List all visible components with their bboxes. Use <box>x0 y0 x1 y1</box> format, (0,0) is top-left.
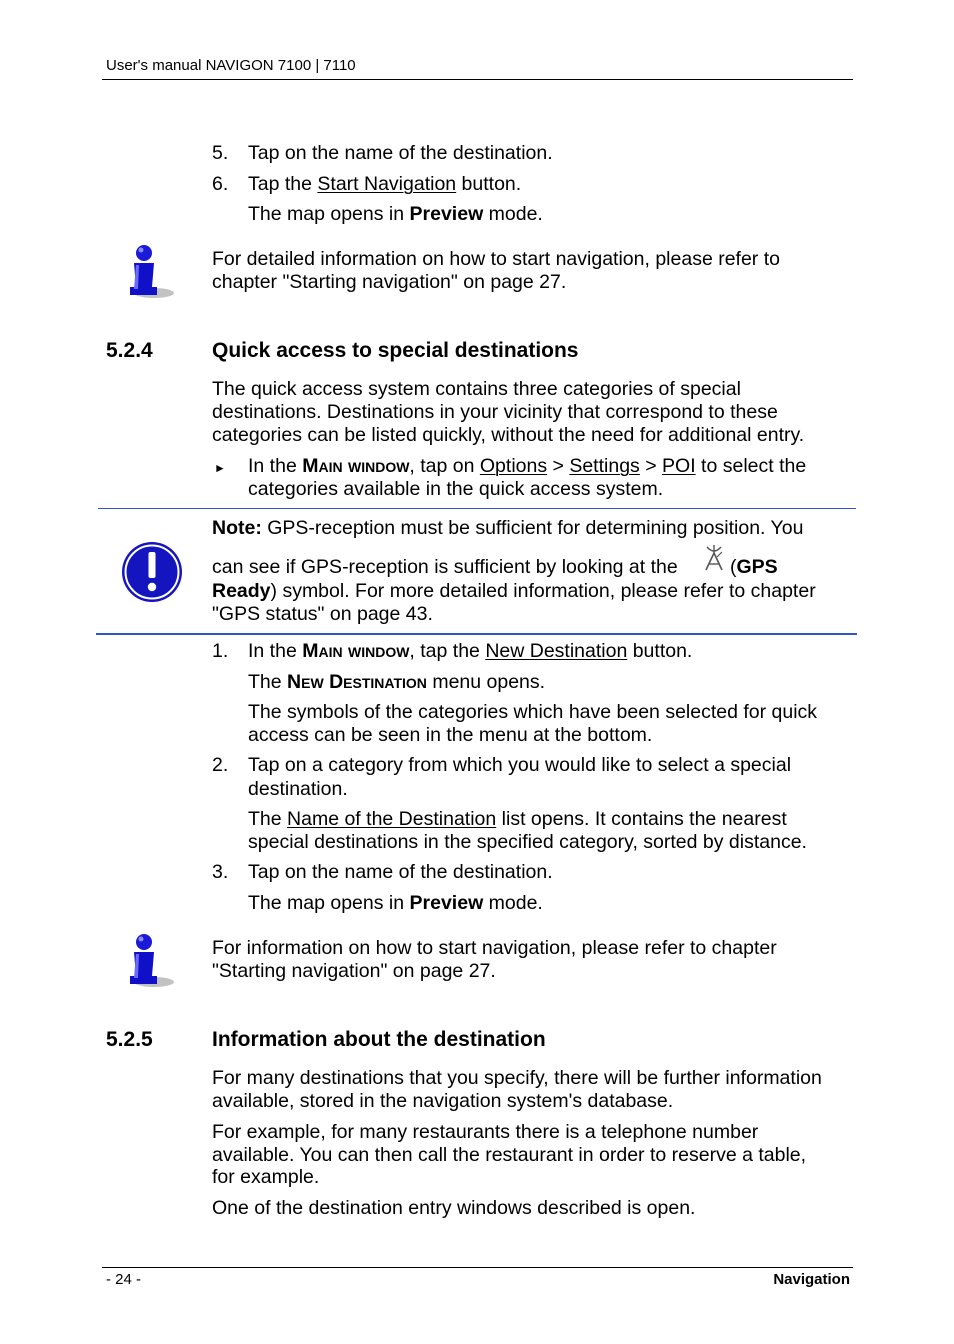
step-result: The map opens in Preview mode. <box>248 203 543 225</box>
section-title: Information about the destination <box>212 1028 546 1051</box>
step-number: 6. <box>212 173 229 195</box>
step-result: The Name of the Destination list opens. It contains the nearest <box>248 808 787 830</box>
page-number: - 24 - <box>106 1271 142 1288</box>
note-text: can see if GPS-reception is sufficient by looking at the <box>212 556 678 578</box>
name-of-destination-link[interactable]: Name of the Destination <box>287 808 497 830</box>
poi-link[interactable]: POI <box>662 455 696 477</box>
step-result: special destinations in the specified category, sorted by distance. <box>248 831 807 853</box>
step-result: access can be seen in the menu at the bottom. <box>248 724 653 746</box>
note-text: Note: GPS-reception must be sufficient for determining position. You <box>212 517 804 539</box>
note-bottom-rule <box>96 633 857 635</box>
note-text: (GPS <box>730 556 778 578</box>
section-title: Quick access to special destinations <box>212 339 579 362</box>
step-number: 3. <box>212 861 229 883</box>
info-text: For detailed information on how to start navigation, please refer to <box>212 248 780 270</box>
paragraph-line: destinations. Destinations in your vicinity that correspond to these <box>212 401 778 423</box>
gps-ready-icon <box>702 543 726 573</box>
step-text: Tap the Start Navigation button. <box>248 173 522 195</box>
paragraph-line: available, stored in the navigation system's database. <box>212 1090 674 1112</box>
paragraph-line: available. You can then call the restaurant in order to reserve a table, <box>212 1144 807 1166</box>
info-text: For information on how to start navigation, please refer to chapter <box>212 937 777 959</box>
info-text: chapter "Starting navigation" on page 27. <box>212 271 567 293</box>
info-text: "Starting navigation" on page 27. <box>212 960 496 982</box>
step-number: 2. <box>212 754 229 776</box>
bullet-text: In the Main window, tap on Options > Settings > POI to select the <box>248 455 807 477</box>
step-text: In the Main window, tap the New Destination button. <box>248 640 693 662</box>
exclamation-icon <box>120 540 184 604</box>
header-rule <box>102 79 853 80</box>
start-navigation-link[interactable]: Start Navigation <box>317 173 457 195</box>
step-result: The New Destination menu opens. <box>248 671 546 693</box>
note-label: Note: <box>212 517 262 539</box>
bullet-arrow: ► <box>214 461 226 475</box>
bullet-text: categories available in the quick access system. <box>248 478 664 500</box>
info-person-icon <box>124 932 176 990</box>
note-text: Ready) symbol. For more detailed information, please refer to chapter <box>212 580 816 602</box>
paragraph-line: The quick access system contains three categories of special <box>212 378 741 400</box>
step-text: Tap on the name of the destination. <box>248 861 553 883</box>
info-person-icon <box>124 243 176 301</box>
paragraph-line: One of the destination entry windows described is open. <box>212 1197 696 1219</box>
paragraph-line: For many destinations that you specify, there will be further information <box>212 1067 822 1089</box>
step-text: Tap on the name of the destination. <box>248 142 553 164</box>
step-text: Tap on a category from which you would like to select a special <box>248 754 792 776</box>
footer-rule <box>102 1267 853 1268</box>
step-number: 1. <box>212 640 229 662</box>
section-number: 5.2.5 <box>106 1028 153 1051</box>
running-header: User's manual NAVIGON 7100 | 7110 <box>106 57 356 74</box>
step-text: destination. <box>248 778 348 800</box>
step-result: The symbols of the categories which have been selected for quick <box>248 701 818 723</box>
step-number: 5. <box>212 142 229 164</box>
step-result: The map opens in Preview mode. <box>248 892 543 914</box>
note-top-rule <box>98 508 856 509</box>
section-number: 5.2.4 <box>106 339 153 362</box>
new-destination-link[interactable]: New Destination <box>485 640 628 662</box>
options-link[interactable]: Options <box>479 455 548 477</box>
settings-link[interactable]: Settings <box>569 455 640 477</box>
paragraph-line: for example. <box>212 1166 320 1188</box>
footer-section: Navigation <box>773 1271 850 1288</box>
paragraph-line: For example, for many restaurants there is a telephone number <box>212 1121 759 1143</box>
note-text: "GPS status" on page 43. <box>212 603 433 625</box>
paragraph-line: categories can be listed quickly, without the need for additional entry. <box>212 424 805 446</box>
